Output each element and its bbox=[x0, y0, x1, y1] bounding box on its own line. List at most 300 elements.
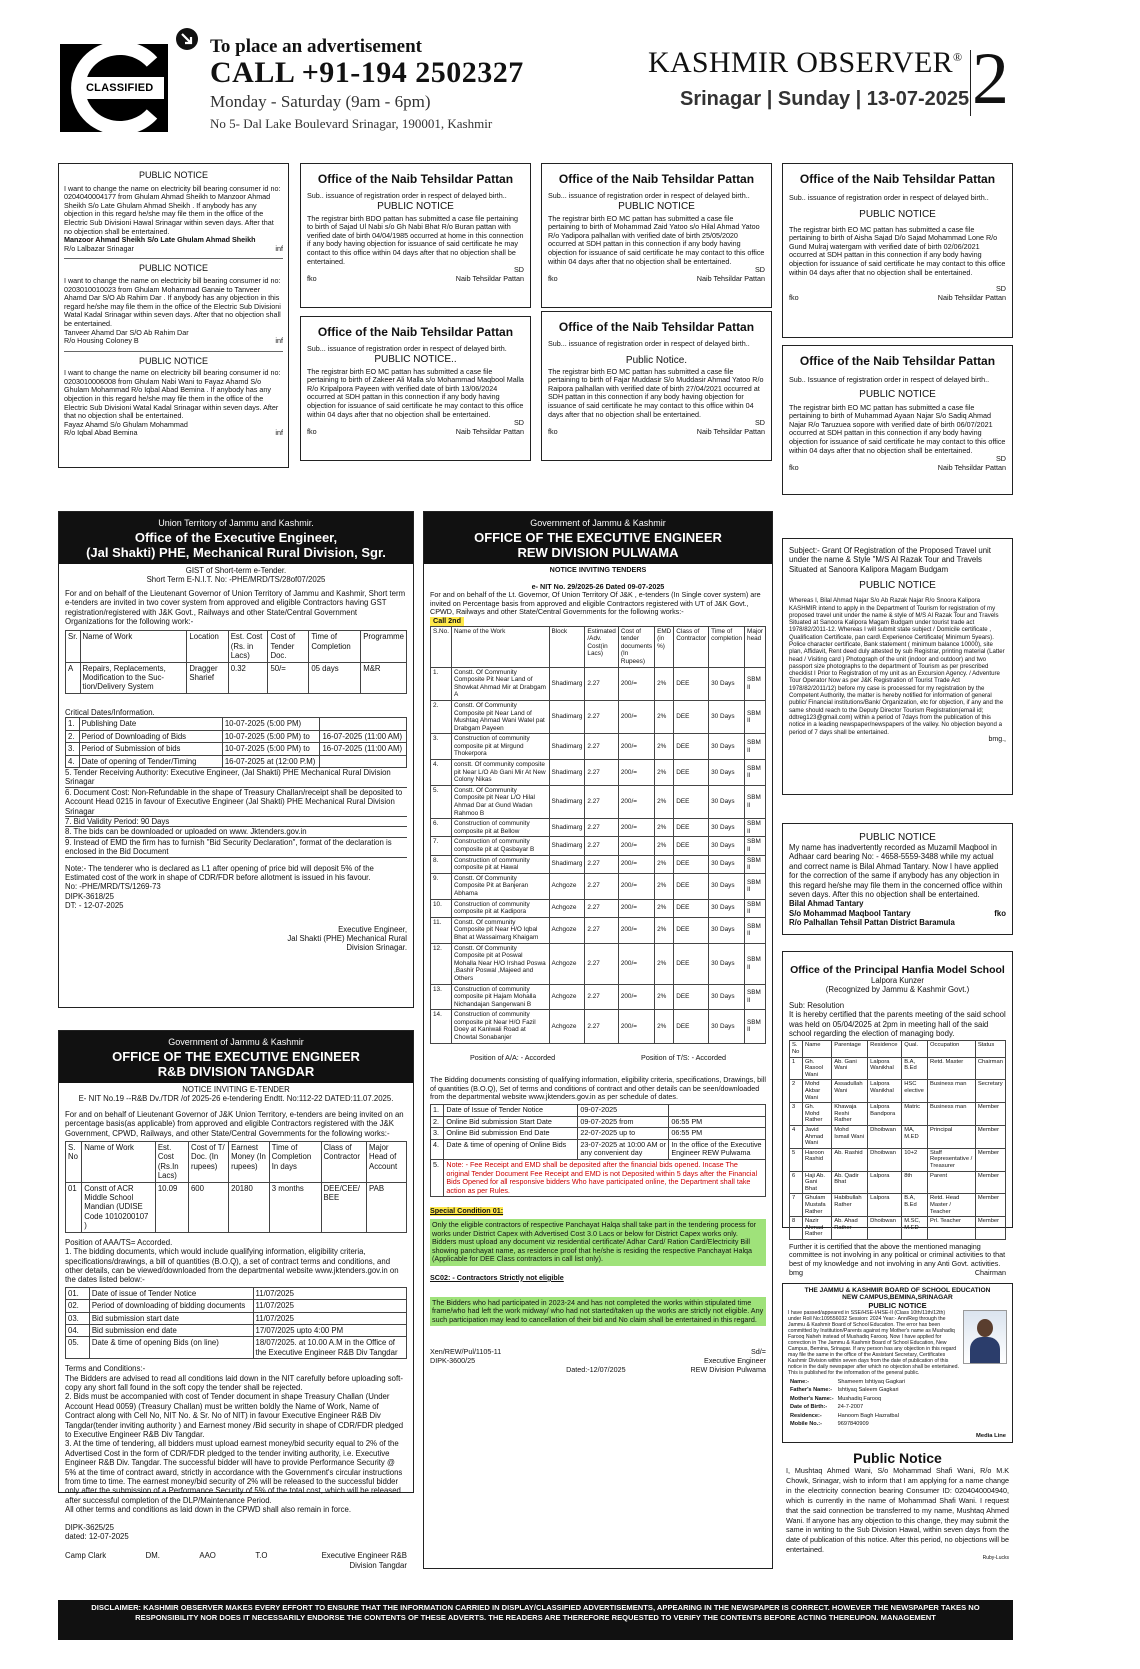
rew-cell: DEE bbox=[674, 760, 709, 786]
notice-signatory: Manzoor Ahmad Sheikh S/o Late Ghulam Ahmad Sheikh bbox=[64, 235, 256, 245]
hanfia-cell: Member bbox=[975, 1194, 1005, 1217]
notice-body: I want to change the name on electricity bill bearing consumer id no: 0203010006008 from Ghulam Nabi Wani to Fayaz Ahamd S/o Ghulam Mohammad R/o Iqbal Abad Bemina . If anybody has any objection in this regard he/she may file them in the office of the Electric Sub Divisioni Watal Kadal Srinagar within seven days. After that no objection shall be entertained. bbox=[64, 368, 281, 421]
travel-public-notice: PUBLIC NOTICE bbox=[859, 580, 936, 592]
classified-logo bbox=[60, 44, 168, 132]
table-row: 01. Date of issue of Tender Notice 11/07/2025 bbox=[66, 1287, 407, 1299]
rew-cell: 200/= bbox=[618, 760, 654, 786]
table-row: 2. Online Bid submission Start Date 09-07-2025 from 06:55 PM bbox=[431, 1116, 766, 1128]
phe-dates-table bbox=[65, 717, 407, 768]
hanfia-cell: Gh. Mohd Rather bbox=[803, 1103, 832, 1126]
rew-cell: 2.27 bbox=[585, 984, 618, 1010]
travel-body: Whereas I, Bilal Ahmad Najar S/o Ab Razak Najar R/o Snoora Kalipora KASHMIR intend to apply in the Department of Tourism for registration of my proposed travel unit under the name & style of M/S Al Razak Tour and Travels Situated at Sanoora Kalipora Magam Budgam under tourist trade act 1978/82/2011-12. Whereas I will submit state subject / Domicile certificate , Qualification Certificate, pan card\ Experience Certificate( Minimum 5years). Police character certificate, Bank statement ( minimum balance 10000), site plan, Affidavit, Rent deed duly attested by sub Registrar, printing material (Latter head / Visiting card ) Photograph of the unit (indoor and outdoor) and two passport size photographs to the department of Tourism as per prescribed checklist I Prior to Registration of my unit as an Excursion Agency. / Adventure Tour Operator Now as per J&K Registration of Tourist Trade Act 1978/82/2011/12) before my case is processed for my registration by the Competent Authority, the matter is hereby notified for information of general public/ Financial institutions/Bank/ Organization, etc for objection, if any and the same should reach to the Deputy Director Tourism Registration(email id; ddtreg123@gmail.com) within a period of 7days from the publication of this notice in a leading newspaper/newspapers of the valley. No objection beyond a period of 7 days shall be entertained. bbox=[789, 597, 1005, 736]
rew-cell: Constt. Of Community Composite Pit Near Land of Showkat Ahmad Mir at Drabgam A bbox=[451, 667, 549, 700]
hanfia-cell: Dhoibwan bbox=[868, 1125, 902, 1148]
table-row bbox=[790, 1125, 1006, 1148]
phe-item: 8. The bids can be downloaded or uploaded on www. Jktenders.gov.in bbox=[65, 827, 407, 837]
muzamil-signatory: Bilal Ahmad Tantary bbox=[789, 899, 864, 909]
rew-cell: SBM II bbox=[745, 917, 766, 943]
hanfia-location: Lalpora Kunzer bbox=[871, 976, 924, 985]
rb-tangdar-tender bbox=[58, 1030, 414, 1570]
aadhaar-name-notice bbox=[782, 823, 1013, 935]
table-row bbox=[790, 1103, 1006, 1126]
phe-ref-no: No: -PHE/MRD/TS/1269-73 bbox=[65, 882, 161, 892]
hanfia-cell: Secretary bbox=[975, 1080, 1005, 1103]
travel-tag: bmg., bbox=[988, 735, 1006, 743]
rew-cell: 2.27 bbox=[585, 1010, 618, 1043]
naib-signature: Naib Tehsildar Pattan bbox=[455, 273, 524, 283]
muzamil-address: R/o Palhallan Tehsil Pattan District Baramula bbox=[789, 918, 955, 928]
naib-tag: fko bbox=[789, 292, 799, 302]
table-row: 5. Note: - Fee Receipt and EMD shall be deposited after the financial bids opened. Incase The original Tender Document Fee Receipt and EMD is not Deposited within 5 days after the Financial Bids Opened for all responsive bidders Who have participated online, the Department shall take action as per Rules. bbox=[431, 1160, 766, 1197]
rew-cell: 4. bbox=[431, 760, 452, 786]
rew-cell: 30 Days bbox=[709, 943, 745, 984]
hanfia-cell: 8 bbox=[790, 1217, 803, 1240]
mushtaq-body: I, Mushtaq Ahmed Wani, S/o Mohammad Shafi Wani, R/o M.K Chowk, Srinagar, wish to inform that I am applying for a name change in the electricity connection bearing Consumer ID: 0204040004940, which is currently in the name of Mohammad Shafi Wani. I request that the said connection be transferred to my name, Mushtaq Ahmed Wani. If anyone has any objection to this change, they may submit the same in writing to the Sub Division Hawal, within seven days from the date of publication of this notice. After this period, no objections will be entertained. bbox=[786, 1466, 1009, 1555]
rew-cell: constt. Of community composite pit Near L/O Ab Gani Mir At New Colony Nikas bbox=[451, 760, 549, 786]
rew-cell: 2% bbox=[655, 1010, 674, 1043]
rew-cell: Construction of community composite pit at Hawal bbox=[451, 855, 549, 873]
rb-work-table: S. No Name of Work Est. Cost (Rs.In Lacs) Cost of T/ Doc. (In rupees) Earnest Money (In rupees) Time of Completion In days Class of Contractor Major Head of Account 01 Constt of ACR Middle School Mandian (UDISE Code 1010200107 ) 10.09 600 20180 3 months DEE/CEE/ BEE PAB bbox=[65, 1141, 407, 1233]
rew-cell: Shadimarg bbox=[549, 785, 585, 818]
table-row bbox=[431, 917, 766, 943]
naib-body: The registrar birth EO MC pattan has submitted a case file pertaining to birth of Fajar Muddasir S/o Muddasir Ahmad Yatoo R/o Raipora palhallan with verified date of birth 27/04/2021 occurred at SDH pattan in this connection if any body having objection for issuance of said certificate he may contact to this office within 04 days after that no objection shall be entertained. bbox=[548, 366, 764, 419]
notice-signatory: Tanveer Ahamd Dar S/O Ab Rahim Dar bbox=[64, 327, 189, 337]
rew-cell: SBM II bbox=[745, 785, 766, 818]
rew-cell: Achgoze bbox=[549, 1010, 585, 1043]
rew-cell: 200/= bbox=[618, 837, 654, 855]
rew-cell: 30 Days bbox=[709, 819, 745, 837]
table-row bbox=[431, 785, 766, 818]
rb-intro: For and on behalf of Lieutenant Governor of J&K Union Territory, e-tenders are being invited on an percentage basis(as applicable) from approved and eligible Contractors registered with the J&K Government, CPWD, Railways, and other State/Central Governments for the following works:- bbox=[65, 1109, 404, 1138]
rew-cell: SBM II bbox=[745, 1010, 766, 1043]
rew-cell: SBM II bbox=[745, 734, 766, 760]
rew-cell: SBM II bbox=[745, 837, 766, 855]
rb-dipk: DIPK-3625/25 bbox=[65, 1522, 114, 1532]
table-row bbox=[431, 819, 766, 837]
rew-cell: 200/= bbox=[618, 667, 654, 700]
rew-ref-no: Xen/REW/Pul/1105-11 bbox=[430, 1347, 502, 1357]
rb-title: OFFICE OF THE EXECUTIVE ENGINEER bbox=[112, 1049, 360, 1064]
newspaper-name: KASHMIR OBSERVER® bbox=[648, 46, 963, 79]
rew-cell: 2.27 bbox=[585, 873, 618, 899]
rew-pulwama-tender bbox=[423, 511, 773, 1569]
naib-signature: Naib Tehsildar Pattan bbox=[937, 462, 1006, 472]
notice-address: R/o Iqbal Abad Bemina bbox=[64, 428, 138, 438]
rew-cell: DEE bbox=[674, 943, 709, 984]
hanfia-members-table: S. No Name Parentage Residence Qual. Occupation Status 1 Gh. Rasool Wani Ab. Gani Wani Lalpora Wanikhal B.A, B.Ed Retd. Master Chairman 2 Mohd Akbar Wani Assadullah Wani Lalpora Wanikhal HSC elective Business man Secretary 3 Gh. Mohd Rather Khawaja Reshi Rather Lalpora Bandpora Matric Business man Member 4 Javid Ahmad Wani Mohd Ismail Wani Dhoibwan MA, M.ED Principal Member 5 Haroon Rashid Ab. Rashid Dhoibwan 10+2 Staff Representative / Treasurer Member 6 Haji Ab. Gani Bhat Ab. Qadir Bhat Lalpora 8th Parent Member 7 Ghulam Mustafa Rather Habibullah Rather Lalpora B.A, B.Ed Retd. Head Master / Teacher Member 8 Nazir Ahmad Rather Ab. Ahad Rather Dhoibwan M.SC, M.ED Prl. Teacher Member bbox=[789, 1040, 1006, 1239]
rew-cell: SBM II bbox=[745, 984, 766, 1010]
naib-notice-6 bbox=[782, 345, 1013, 495]
table-row bbox=[431, 734, 766, 760]
hanfia-tag: bmg bbox=[789, 1267, 803, 1277]
rew-cell: 30 Days bbox=[709, 873, 745, 899]
hanfia-signature: Chairman bbox=[974, 1267, 1006, 1277]
naib-title: Office of the Naib Tehsildar Pattan bbox=[799, 172, 996, 186]
rew-cell: Constt. Of Community Composite Pit at Banjeran Abhama bbox=[451, 873, 549, 899]
electricity-notices-box bbox=[58, 163, 289, 468]
hanfia-cell: B.A, B.Ed bbox=[902, 1057, 928, 1080]
hanfia-cell: Parent bbox=[928, 1171, 976, 1194]
logo-text: CLASSIFIED bbox=[86, 82, 154, 94]
table-row: 4. Date & time of opening of Online Bids 23-07-2025 at 10:00 AM or any convenient day In the office of the Executive Engineer REW Pulwama bbox=[431, 1139, 766, 1159]
phe-item: 9. Instead of EMD the firm has to furnish "Bid Security Declaration", format of the declaration is enclosed in the Bid Document bbox=[65, 838, 407, 858]
naib-body: The registrar birth EO MC pattan has submitted a case file pertaining to birth of Muhammad Ayaan Najar S/o Sadiq Ahmad Najar R/o Taruzuea sopore with verified date of birth 06/07/2021 occurred at SDH pattan in this connection if any body having objection for issuance of said certificate he may contact to this office within 04 days after that no objection shall be entertained. bbox=[789, 402, 1006, 455]
table-row: 01 Constt of ACR Middle School Mandian (UDISE Code 1010200107 ) 10.09 600 20180 3 months DEE/CEE/ BEE PAB bbox=[66, 1182, 407, 1232]
rew-cell: SBM II bbox=[745, 855, 766, 873]
rew-cell: 200/= bbox=[618, 734, 654, 760]
phe-gist: GIST of Short-term e-Tender. bbox=[185, 566, 287, 575]
jkbose-body: I have passed/appeared in SSE/HSE-I/HSE-II (Class 10th/11th/12th) under Roll No:109556032 Session: 2024 Year:- Ann/Reg through the Jammu & Kashmir Board of School Education. The error has been committed by Institution/Parents against my Mother's name as Mushadiq Farooq Naheh instead of Mushadiq Farooq. Now I have applied for correction in The Jammu & Kashmir Board of School Education, New Campus, Bemina, Srinagar. If any person has any objection in this regard may file the same in the office of the Assistant Secretary, Certificates Kashmir Division within seven days from the date of publication of this notice in the daily newspaper after which no objection shall be entertained. This is published for the information of the general public. bbox=[788, 1310, 960, 1376]
hanfia-cell: Matric bbox=[902, 1103, 928, 1126]
rew-cell: 2.27 bbox=[585, 700, 618, 733]
rew-cell: SBM II bbox=[745, 700, 766, 733]
phe-govt: Union Territory of Jammu and Kashmir. bbox=[158, 518, 314, 528]
rew-sc2-heading: SC02: - Contractors Strictly not eligible bbox=[430, 1272, 564, 1282]
hanfia-cell: Prl. Teacher bbox=[928, 1217, 976, 1240]
rew-schedule-table bbox=[430, 1104, 766, 1197]
hanfia-resolution: It is hereby certified that the parents meeting of the said school was held on 05/04/2025 at 2pm in meeting hall of the said school regarding the election of managing body. bbox=[789, 1010, 1006, 1039]
hanfia-cell: Business man bbox=[928, 1103, 976, 1126]
rew-cell: 200/= bbox=[618, 943, 654, 984]
rew-cell: Constt. Of Community Composite pit Near Land of Mushtaq Ahmad Wani Watel pat Drabgam Payeen bbox=[451, 700, 549, 733]
notice-title: PUBLIC NOTICE bbox=[138, 263, 208, 274]
naib-subject: Sub... issuance of registration order in respect of delayed birth. bbox=[307, 344, 507, 353]
naib-tag: fko bbox=[548, 426, 558, 436]
hanfia-cell: Dhoibwan bbox=[868, 1217, 902, 1240]
hanfia-cell: Business man bbox=[928, 1080, 976, 1103]
rb-terms-heading: Terms and Conditions:- bbox=[65, 1364, 146, 1374]
naib-public-notice: Public Notice. bbox=[625, 354, 688, 366]
table-row: 3. Online Bid submission End Date 22-07-2025 up to 06:55 PM bbox=[431, 1128, 766, 1140]
jkbose-fields: Name:- Shameem Ishtiyaq Gagkari Father's Name:- Ishtiyaq Saleem Gagkari Mother's Name:- Mushadiq Farooq Date of Birth:- 24-7-2007 Residence:- Hanoom Bagh Hazratbal Mobile No.:- 9697840909 bbox=[790, 1379, 906, 1428]
rew-cell: SBM II bbox=[745, 760, 766, 786]
rew-cell: DEE bbox=[674, 819, 709, 837]
rew-cell: SBM II bbox=[745, 873, 766, 899]
place-ad-text: To place an advertisement bbox=[210, 36, 422, 57]
rew-intro: For and on behalf of the Lt. Governor, Of Union Territory Of J&K , e-tenders (In Single cover system) are invited on Percentage basis from approved and eligible Contractors registered with UT of J&K Govt., CPWD, Railways and other State/Central Governments for the following works:- bbox=[430, 590, 761, 617]
rb-footer-item: DM. bbox=[145, 1551, 160, 1561]
rew-cell: 30 Days bbox=[709, 984, 745, 1010]
hanfia-cell: B.A, B.Ed bbox=[902, 1194, 928, 1217]
rew-cell: 30 Days bbox=[709, 785, 745, 818]
naib-body: The registrar birth BDO pattan has submitted a case file pertaining to birth of Sajad Ul Nabi s/o Gh Nabi Bhat R/o Buran pattan with verified date of birth 04/04/1985 occurred at home in this connection if any body having objection for issuance of said certificate he may contact to this office within 04 days after that no objection shall be entertained. bbox=[307, 213, 524, 266]
table-row bbox=[790, 1194, 1006, 1217]
naib-tag: fko bbox=[789, 462, 799, 472]
naib-body: The registrar birth EO MC pattan has submitted a case file pertaining to birth of Zakeer Ali Malla s/o Mohammad Maqbool Malla R/o Kripalpora Payeen with verified date of birth 13/06/2024 occurred at SDH pattan in this connection if any body having objection for issuance of said certificate he may contact to this office within 04 days after that no objection shall be entertained. bbox=[307, 366, 524, 419]
phe-signature: Jal Shakti (PHE) Mechanical Rural bbox=[287, 934, 407, 943]
rew-cell: 200/= bbox=[618, 873, 654, 899]
rew-works-table: S.No. Name of the Work Block Estimated /Adv. Cost(in Lacs) Cost of tender documents (In Rupees) EMD (in %) Class of Contractor Time of completion Major head 1. Constt. Of Community Composite Pit Near Land of Showkat Ahmad Mir at Drabgam A Shadimarg 2.27 200/= 2% DEE 30 Days SBM II 2. Constt. Of Community Composite pit Near Land of Mushtaq Ahmad Wani Watel pat Drabgam Payeen Shadimarg 2.27 200/= 2% DEE 30 Days SBM II 3. Construction of community composite pit at Mirgund Thokerpora Shadimarg 2.27 200/= 2% DEE 30 Days SBM II 4. constt. Of community composite pit Near L/O Ab Gani Mir At New Colony Nikas Shadimarg 2.27 200/= 2% DEE 30 Days SBM II 5. Constt. Of Community Composite pit Near L/O Hilal Ahmad Dar at Gund Wadan Rahmoo B Shadimarg 2.27 200/= 2% DEE 30 Days SBM II 6. Construction of community composite pit at Bellow Shadimarg 2.27 200/= 2% DEE 30 Days SBM II 7. Construction of community composite pit at Qasbayar B Shadimarg 2.27 200/= 2% DEE 30 Days SBM II 8. Construction of community composite pit at Hawal Shadimarg 2.27 200/= 2% DEE 30 Days SBM II 9. Constt. Of Community Composite Pit at Banjeran Abhama Achgoze 2.27 200/= 2% DEE 30 Days SBM II 10. Construction of community composite pit at Kadipora Achgoze 2.27 200/= 2% DEE 30 Days SBM II 11. Constt. Of community Composite pit Near H/O Iqbal Bhat at Wassaimarg Khaigam Achgoze 2.27 200/= 2% DEE 30 Days SBM II 12. Constt. Of Community Composite pit at Poswal Mohalla Near H/O Irshad Poswa ,Bashir Poswal ,Majeed and Others Achgoze 2.27 200/= 2% DEE 30 Days SBM II 13. Construction of community composite pit Hajam Mohalla Nichandajan Sangerwani B Achgoze 2.27 200/= 2% DEE 30 Days SBM II 14. Construction of community composite pit Near H/O Fazil Doey at Kaniwali Road at Chowtal Sonabanjer Achgoze 2.27 200/= 2% DEE 30 Days SBM II bbox=[430, 626, 766, 1044]
pointer-icon bbox=[174, 26, 200, 57]
rew-signature: Executive Engineer bbox=[704, 1355, 766, 1365]
naib-public-notice: PUBLIC NOTICE bbox=[618, 200, 695, 212]
rew-cell: 2% bbox=[655, 667, 674, 700]
naib-body: The registrar birth EO MC pattan has submitted a case file pertaining to birth of Mohammad Zaid Yatoo s/o Hilal Ahmad Yatoo R/o Yadipora palhallan with verified date of birth 25/05/2020 occurred at SDH pattan in this connection if any body having objection for issuance of said certificate he may contact to this office within 04 days after that no objection shall be entertained. bbox=[548, 213, 765, 266]
rew-cell: SBM II bbox=[745, 899, 766, 917]
phe-date: DT: - 12-07-2025 bbox=[65, 901, 124, 911]
naib-subject: Sub.. issuance of registration order in respect of delayed birth.. bbox=[789, 193, 989, 202]
naib-signature: Naib Tehsildar Pattan bbox=[696, 426, 765, 436]
rew-cell: 30 Days bbox=[709, 855, 745, 873]
rew-position-aa: Position of A/A: - Accorded bbox=[470, 1052, 556, 1062]
rew-cell: 7. bbox=[431, 837, 452, 855]
hanfia-cell: Ab. Ahad Rather bbox=[832, 1217, 868, 1240]
rew-cell: 2.27 bbox=[585, 785, 618, 818]
rew-cell: SBM II bbox=[745, 667, 766, 700]
notice-body: I want to change the name on electricity bill bearing consumer id no: 0204040004177 from Ghulam Ahmad Sheikh to Manzoor Ahmad Sheikh S/o Late Ghulam Ahmad Sheikh . If anybody has any objection in this regard he/she may file them in the office of the Electric Sub Divisioni Hawal Srinagar within seven days. After that no objection shall be entertained. bbox=[64, 183, 281, 236]
table-row bbox=[431, 899, 766, 917]
rew-cell: Achgoze bbox=[549, 943, 585, 984]
naib-public-notice: PUBLIC NOTICE bbox=[859, 208, 936, 220]
rew-cell: DEE bbox=[674, 917, 709, 943]
naib-sd: SD bbox=[755, 418, 765, 428]
rb-para1: 1. The bidding documents, which would include qualifying information, eligibility criteria, specifications/drawings, a bill of quantities (B.O.Q), a set of contract terms and conditions, and other details, can be viewed/downloaded from the departmental website www.jktenders.gov.in on the dates listed below:- bbox=[65, 1247, 399, 1285]
hanfia-cell: 2 bbox=[790, 1080, 803, 1103]
phe-critical-dates: Critical Dates/Information. bbox=[65, 707, 155, 717]
rew-cell: 2% bbox=[655, 819, 674, 837]
phe-item: 6. Document Cost: Non-Refundable in the shape of Treasury Challan/receipt shall be deposited to Account Head 0215 in favour of Executive Engineer (Jal Shakti) PHE Mechanical Rural Division Srinagar bbox=[65, 788, 407, 817]
hanfia-cell: Retd. Master bbox=[928, 1057, 976, 1080]
rew-cell: 30 Days bbox=[709, 700, 745, 733]
rew-cell: 200/= bbox=[618, 785, 654, 818]
naib-tag: fko bbox=[548, 273, 558, 283]
rew-cell: DEE bbox=[674, 700, 709, 733]
naib-subject: Sub... issuance of registration order in respect of delayed birth.. bbox=[548, 191, 750, 200]
naib-notice-5 bbox=[541, 311, 772, 461]
rew-cell: 6. bbox=[431, 819, 452, 837]
rb-nit: E- NIT No.19 --R&B Dv./TDR /of 2025-26 e-tendering Endtt. No:112-22 DATED:11.07.2025. bbox=[78, 1094, 394, 1104]
naib-tag: fko bbox=[307, 426, 317, 436]
phe-work-table: Sr. Name of Work Location Est. Cost (Rs. in Lacs) Cost of Tender Doc. Time of Completion Programme A Repairs, Replacements, Modification to the Suc-tion/Delivery System Dragger Sharief 0.32 50/= 05 days M&R bbox=[65, 630, 407, 693]
jkbose-tag: Media Line bbox=[976, 1433, 1006, 1439]
rew-cell: 200/= bbox=[618, 1010, 654, 1043]
office-address: No 5- Dal Lake Boulevard Srinagar, 190001, Kashmir bbox=[210, 116, 493, 131]
naib-title: Office of the Naib Tehsildar Pattan bbox=[317, 325, 514, 339]
rew-cell: 30 Days bbox=[709, 734, 745, 760]
rew-cell: Construction of community composite pit at Kadipora bbox=[451, 899, 549, 917]
naib-signature: Naib Tehsildar Pattan bbox=[696, 273, 765, 283]
naib-sd: SD bbox=[996, 454, 1006, 464]
notice-address: R/o Lalbazar Srinagar bbox=[64, 243, 134, 253]
rew-cell: Shadimarg bbox=[549, 700, 585, 733]
hanfia-cell: M.SC, M.ED bbox=[902, 1217, 928, 1240]
hanfia-cell: Habibullah Rather bbox=[832, 1194, 868, 1217]
hanfia-cell: Principal bbox=[928, 1125, 976, 1148]
rew-division: REW DIVISION PULWAMA bbox=[517, 545, 679, 560]
rew-cell: 200/= bbox=[618, 819, 654, 837]
rew-cell: DEE bbox=[674, 667, 709, 700]
hanfia-cell: 6 bbox=[790, 1171, 803, 1194]
hanfia-cell: Member bbox=[975, 1148, 1005, 1171]
rew-bid-text: The Bidding documents consisting of qualifying information, eligibility criteria, specifications, Drawings, bill of quantities (B.O.Q), Set of terms and conditions of contract and other details can be seen/downloaded from the departmental website www.jktenders.gov.in as per schedule of dates. bbox=[430, 1075, 766, 1102]
rew-cell: Construction of community composite pit Hajam Mohalla Nichandajan Sangerwani B bbox=[451, 984, 549, 1010]
naib-notice-3 bbox=[782, 163, 1013, 338]
hanfia-cell: Khawaja Reshi Rather bbox=[832, 1103, 868, 1126]
rew-cell: DEE bbox=[674, 837, 709, 855]
table-row bbox=[431, 873, 766, 899]
rew-cell: SBM II bbox=[745, 943, 766, 984]
rew-cell: 2% bbox=[655, 984, 674, 1010]
rew-note: Note: - Fee Receipt and EMD shall be deposited after the financial bids opened. Incase The original Tender Document Fee Receipt and EMD is not Deposited within 5 days after the Financial Bids Opened for all responsive bidders Who have participated online, the Department shall take action as per Rules. bbox=[444, 1160, 766, 1197]
table-row: 1. Date of Issue of Tender Notice 09-07-2025 bbox=[431, 1105, 766, 1117]
hanfia-cell: Ab. Gani Wani bbox=[832, 1057, 868, 1080]
applicant-photo bbox=[963, 1310, 1007, 1364]
jkbose-public-notice: PUBLIC NOTICE bbox=[868, 1301, 927, 1310]
hanfia-cell: Ghulam Mustafa Rather bbox=[803, 1194, 832, 1217]
table-row: A Repairs, Replacements, Modification to the Suc-tion/Delivery System Dragger Sharief 0.32 50/= 05 days M&R bbox=[66, 662, 407, 693]
hanfia-cell: 4 bbox=[790, 1125, 803, 1148]
electricity-transfer-notice bbox=[782, 1448, 1013, 1568]
rew-cell: 2.27 bbox=[585, 899, 618, 917]
rb-terms: The Bidders are advised to read all conditions laid down in the NIT carefully before uploading soft-copy any short fall found in the soft copy the tender shall be rejected. 2. Bids must be accompanied with cost of Tender document in shape Treasury Challan (Under Account Head 0059) (Treasury Challan) must be written boldly the Name of Work, Name of Contract along with Cell No, NIT No. & Sr. No of NIT) in favour Executive Engineer R&B Div Tangdar(tender inviting authority ) and Earnest money /Bid security in shape of CDR/FDR pledged to Executive Engineer R&B Div Tangdar. 3. At the time of tendering, all bidders must upload earnest money/bid security equal to 2% of the Advertised Cost in the form of CDR/FDR pledged to the tender inviting authority, i.e. Executive Engineer R&B Div. Tangdar. The successful bidder will have to provide Performance Security @ 5% at the time of contract award, strictly in accordance with the Government's circular instructions from time to time. The earnest money/bid security of 2% will be released to the successful bidder only after the submission of a Performance Security of 5% of the total cost, which will be released after successful completion of the DLP/Maintenance Period. All other terms and conditions as laid down in the CPWD shall also remain in force. bbox=[65, 1373, 404, 1515]
rew-signature: REW Division Pulwama bbox=[690, 1364, 766, 1374]
hanfia-cell: Lalpora bbox=[868, 1194, 902, 1217]
table-row bbox=[790, 1217, 1006, 1240]
table-row bbox=[431, 855, 766, 873]
notice-body: I want to change the name on electricity bill bearing consumer id no: 0203010010023 from Ghulam Mohammad Ganaie to Tanveer Ahamd Dar S/O Ab Rahim Dar . If anybody has any objection in this regard he/she may file them in the office of the Electric Sub Divisioni Watal Kadal Srinagar within seven days. After that no objection shall be entertained. bbox=[64, 275, 281, 328]
naib-signature: Naib Tehsildar Pattan bbox=[937, 292, 1006, 302]
hanfia-cell: Haroon Rashid bbox=[803, 1148, 832, 1171]
table-row: 03. Bid submission start date 11/07/2025 bbox=[66, 1312, 407, 1324]
rew-cell: DEE bbox=[674, 785, 709, 818]
jkbose-notice bbox=[782, 1283, 1013, 1443]
hanfia-cell: Dhoibwan bbox=[868, 1148, 902, 1171]
hanfia-school-notice bbox=[782, 951, 1013, 1277]
travel-subject: Subject:- Grant Of Registration of the Proposed Travel unit under the name & Style "M/S Al Razak Tour and Travels Situated at Sanoora Kalipora Magam Budgam bbox=[789, 546, 991, 574]
rew-cell: DEE bbox=[674, 1010, 709, 1043]
table-row bbox=[790, 1171, 1006, 1194]
phe-title: Office of the Executive Engineer, bbox=[134, 530, 338, 545]
rew-cell: 14. bbox=[431, 1010, 452, 1043]
rew-cell: 2% bbox=[655, 943, 674, 984]
naib-title: Office of the Naib Tehsildar Pattan bbox=[558, 320, 755, 334]
naib-public-notice: PUBLIC NOTICE bbox=[377, 200, 454, 212]
rew-sd: Sd/= bbox=[750, 1347, 766, 1357]
phe-tender bbox=[58, 511, 414, 1008]
rew-cell: Achgoze bbox=[549, 899, 585, 917]
hanfia-cell: Member bbox=[975, 1217, 1005, 1240]
mushtaq-tag: Ruby-Lucks bbox=[982, 1555, 1009, 1562]
rew-cell: 2% bbox=[655, 899, 674, 917]
phe-item: 7. Bid Validity Period: 90 Days bbox=[65, 817, 407, 827]
rew-cell: Constt. Of Community Composite pit at Poswal Mohalla Near H/O Irshad Poswa ,Bashir Poswal ,Majeed and Others bbox=[451, 943, 549, 984]
rb-footer-item: Camp Clark bbox=[65, 1551, 107, 1561]
mushtaq-public-notice: Public Notice bbox=[853, 1450, 942, 1466]
rb-dated: dated: 12-07-2025 bbox=[65, 1532, 129, 1542]
rew-call: Call 2nd bbox=[430, 617, 464, 626]
office-hours: Monday - Saturday (9am - 6pm) bbox=[210, 92, 431, 111]
naib-signature: Naib Tehsildar Pattan bbox=[455, 426, 524, 436]
table-row: 2. Period of Downloading of Bids 10-07-2025 (5:00 PM) to 16-07-2025 (11:00 AM) bbox=[66, 730, 407, 742]
rb-position: Position of AAA/TS= Accorded. bbox=[65, 1237, 173, 1247]
notice-tag: inf bbox=[275, 243, 283, 253]
rew-cell: 2% bbox=[655, 760, 674, 786]
rew-cell: 30 Days bbox=[709, 899, 745, 917]
rew-cell: 12. bbox=[431, 943, 452, 984]
rew-cell: 2.27 bbox=[585, 943, 618, 984]
hanfia-further: Further it is certified that the above the mentioned managing committee is not involving in any political or criminal activities to that best of my knowledge and not involving in any Anti Govt. activities. bbox=[789, 1241, 1006, 1269]
rew-cell: 2.27 bbox=[585, 819, 618, 837]
phe-signature: Division Srinagar. bbox=[346, 943, 407, 953]
rew-cell: 200/= bbox=[618, 700, 654, 733]
table-row bbox=[431, 667, 766, 700]
rew-cell: 11. bbox=[431, 917, 452, 943]
rew-cell: 30 Days bbox=[709, 917, 745, 943]
rew-cell: Construction of community composite pit Near H/O Fazil Doey at Kaniwali Road at Chowtal Sonabanjer bbox=[451, 1010, 549, 1043]
hanfia-cell: Lalpora Wanikhal bbox=[868, 1080, 902, 1103]
naib-subject: Sub.. Issuance of registration order in respect of delayed birth.. bbox=[789, 375, 990, 384]
naib-notice-2 bbox=[541, 163, 772, 308]
hanfia-cell: Member bbox=[975, 1125, 1005, 1148]
rew-cell: Shadimarg bbox=[549, 855, 585, 873]
phe-note: Note:- The tenderer who is declared as L1 after opening of price bid will deposit 5% of the Estimated cost of the work in shape of CDR/FDR before allotment is issued in his favour. bbox=[65, 863, 374, 882]
phe-item: 5. Tender Receiving Authority: Executive Engineer, (Jal Shakti) PHE Mechanical Rural Division Srinagar bbox=[65, 768, 407, 788]
muzamil-parentage: S/o Mohammad Maqbool Tantary bbox=[789, 908, 911, 918]
table-row bbox=[431, 943, 766, 984]
rew-cell: 10. bbox=[431, 899, 452, 917]
notice-address: R/o Housing Coloney B bbox=[64, 336, 139, 346]
rew-cell: Construction of community composite pit at Mirgund Thokerpora bbox=[451, 734, 549, 760]
rew-cell: Constt. Of Community Composite pit Near L/O Hilal Ahmad Dar at Gund Wadan Rahmoo B bbox=[451, 785, 549, 818]
rew-cell: Shadimarg bbox=[549, 734, 585, 760]
rew-cell: 30 Days bbox=[709, 760, 745, 786]
rew-cell: DEE bbox=[674, 899, 709, 917]
naib-title: Office of the Naib Tehsildar Pattan bbox=[558, 172, 755, 186]
jkbose-campus: NEW CAMPUS,BEMINA,SRINAGAR bbox=[842, 1294, 953, 1301]
rew-cell: 1. bbox=[431, 667, 452, 700]
table-row: 3. Period of Submission of bids 10-07-2025 (5:00 PM) to 16-07-2025 (11:00 AM) bbox=[66, 743, 407, 755]
rew-position-ts: Position of T/S: - Accorded bbox=[641, 1052, 726, 1062]
table-row bbox=[431, 1010, 766, 1043]
notice-title: PUBLIC NOTICE bbox=[138, 355, 208, 366]
rew-cell: DEE bbox=[674, 984, 709, 1010]
hanfia-cell: 1 bbox=[790, 1057, 803, 1080]
hanfia-cell: Chairman bbox=[975, 1057, 1005, 1080]
rew-cell: 200/= bbox=[618, 917, 654, 943]
rew-cell: 2.27 bbox=[585, 855, 618, 873]
rew-cell: 9. bbox=[431, 873, 452, 899]
travel-registration-notice bbox=[782, 538, 1013, 795]
naib-sd: SD bbox=[996, 284, 1006, 294]
rew-title: OFFICE OF THE EXECUTIVE ENGINEER bbox=[474, 530, 722, 545]
rew-cell: 2% bbox=[655, 837, 674, 855]
jkbose-heading: THE JAMMU & KASHMIR BOARD OF SCHOOL EDUCATION bbox=[804, 1287, 991, 1294]
hanfia-title: Office of the Principal Hanfia Model School bbox=[790, 964, 1005, 976]
rew-cell: 30 Days bbox=[709, 667, 745, 700]
hanfia-cell: Ab. Qadir Bhat bbox=[832, 1171, 868, 1194]
rew-cell: 2.27 bbox=[585, 760, 618, 786]
table-row bbox=[790, 1148, 1006, 1171]
naib-tag: fko bbox=[307, 273, 317, 283]
dateline: Srinagar | Sunday | 13-07-2025 bbox=[680, 88, 970, 110]
hanfia-cell: 3 bbox=[790, 1103, 803, 1126]
phone-number[interactable]: CALL +91-194 2502327 bbox=[210, 56, 524, 89]
rew-cell: 2.27 bbox=[585, 837, 618, 855]
rew-sc1: Only the eligible contractors of respective Panchayat Halqa shall take part in the tendering process for works under District Capex with Advertised Cost 3.0 Lacs or below for District Capex works only. Bidders must upload any document viz residential certificate/ Adhar Card/ Ration Card/Electricity Bill showing panchayat name, as residence proof that he/she is residing the respective Panchayat Halqa (Applicable for DEE Class contractors in call list only). bbox=[430, 1219, 766, 1266]
rew-cell: DEE bbox=[674, 734, 709, 760]
phe-intro: For and on behalf of the Lieutenant Governor of Union Territory of Jammu and Kashmir, Short term e-tenders are invited in two cover system from approved and eligible Contractors having GST registration/registered with J&K Govt., Railways and other State/Central Government Organizations for the following work:- bbox=[65, 588, 406, 627]
rb-footer-item: AAO bbox=[199, 1551, 216, 1561]
rew-cell: 30 Days bbox=[709, 1010, 745, 1043]
page-number: 2 bbox=[972, 38, 1009, 120]
rb-footer-item: Executive Engineer R&B Division Tangdar bbox=[321, 1551, 407, 1570]
table-row bbox=[431, 700, 766, 733]
rew-dipk: DIPK-3600/25 bbox=[430, 1355, 476, 1365]
hanfia-cell: 5 bbox=[790, 1148, 803, 1171]
hanfia-cell: 7 bbox=[790, 1194, 803, 1217]
rb-nit-head: NOTICE INVITING E-TENDER bbox=[182, 1085, 290, 1094]
hanfia-cell: Lalpora Bandpora bbox=[868, 1103, 902, 1126]
